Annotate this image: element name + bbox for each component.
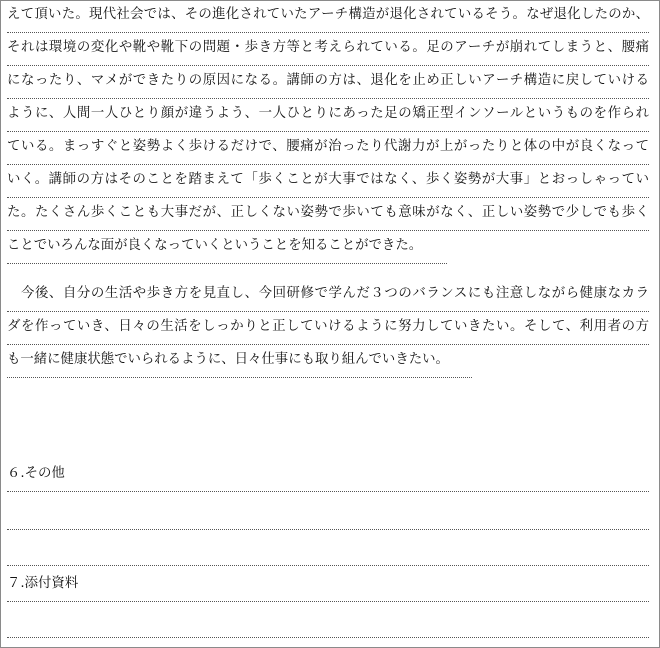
body-line-2: それは環境の変化や靴や靴下の問題・歩き方等と考えられている。足のアーチが崩れてしまうと、腰痛 [7,33,649,66]
section-attachments-heading: ７.添付資料 [7,569,649,602]
body-line-4: ように、人間一人ひとり顔が違うよう、一人ひとりにあった足の矯正型インソールというものを作られ [7,99,649,132]
body-line-6: いく。講師の方はそのことを踏まえて「歩くことが大事ではなく、歩く姿勢が大事」とおっしゃってい [7,165,649,198]
body-line-8: ことでいろんな面が良くなっていくということを知ることができた。 [7,231,447,264]
section-other-blank-line [7,497,649,530]
body-line-7: た。たくさん歩くことも大事だが、正しくない姿勢で歩いても意味がなく、正しい姿勢で少しでも歩く [7,198,649,231]
section-other-blank-line [7,533,649,566]
body-line-3: になったり、マメができたりの原因になる。講師の方は、退化を止め正しいアーチ構造に戻していける [7,66,649,99]
body-line-5: ている。まっすぐと姿勢よく歩けるだけで、腰痛が治ったり代謝力が上がったりと体の中が良くなって [7,132,649,165]
body-line-10: ダを作っていき、日々の生活をしっかりと正していけるように努力していきたい。そして、利用者の方 [7,312,649,345]
body-line-11: も一緒に健康状態でいられるように、日々仕事にも取り組んでいきたい。 [7,345,472,378]
body-line-1: えて頂いた。現代社会では、その進化されていたアーチ構造が退化されているそう。なぜ退化したのか、 [7,0,649,33]
section-other-heading: ６.その他 [7,459,649,492]
section-attachments-blank-line [7,605,649,638]
body-line-9: 今後、自分の生活や歩き方を見直し、今回研修で学んだ３つのバランスにも注意しながら健康なカラ [7,279,649,312]
